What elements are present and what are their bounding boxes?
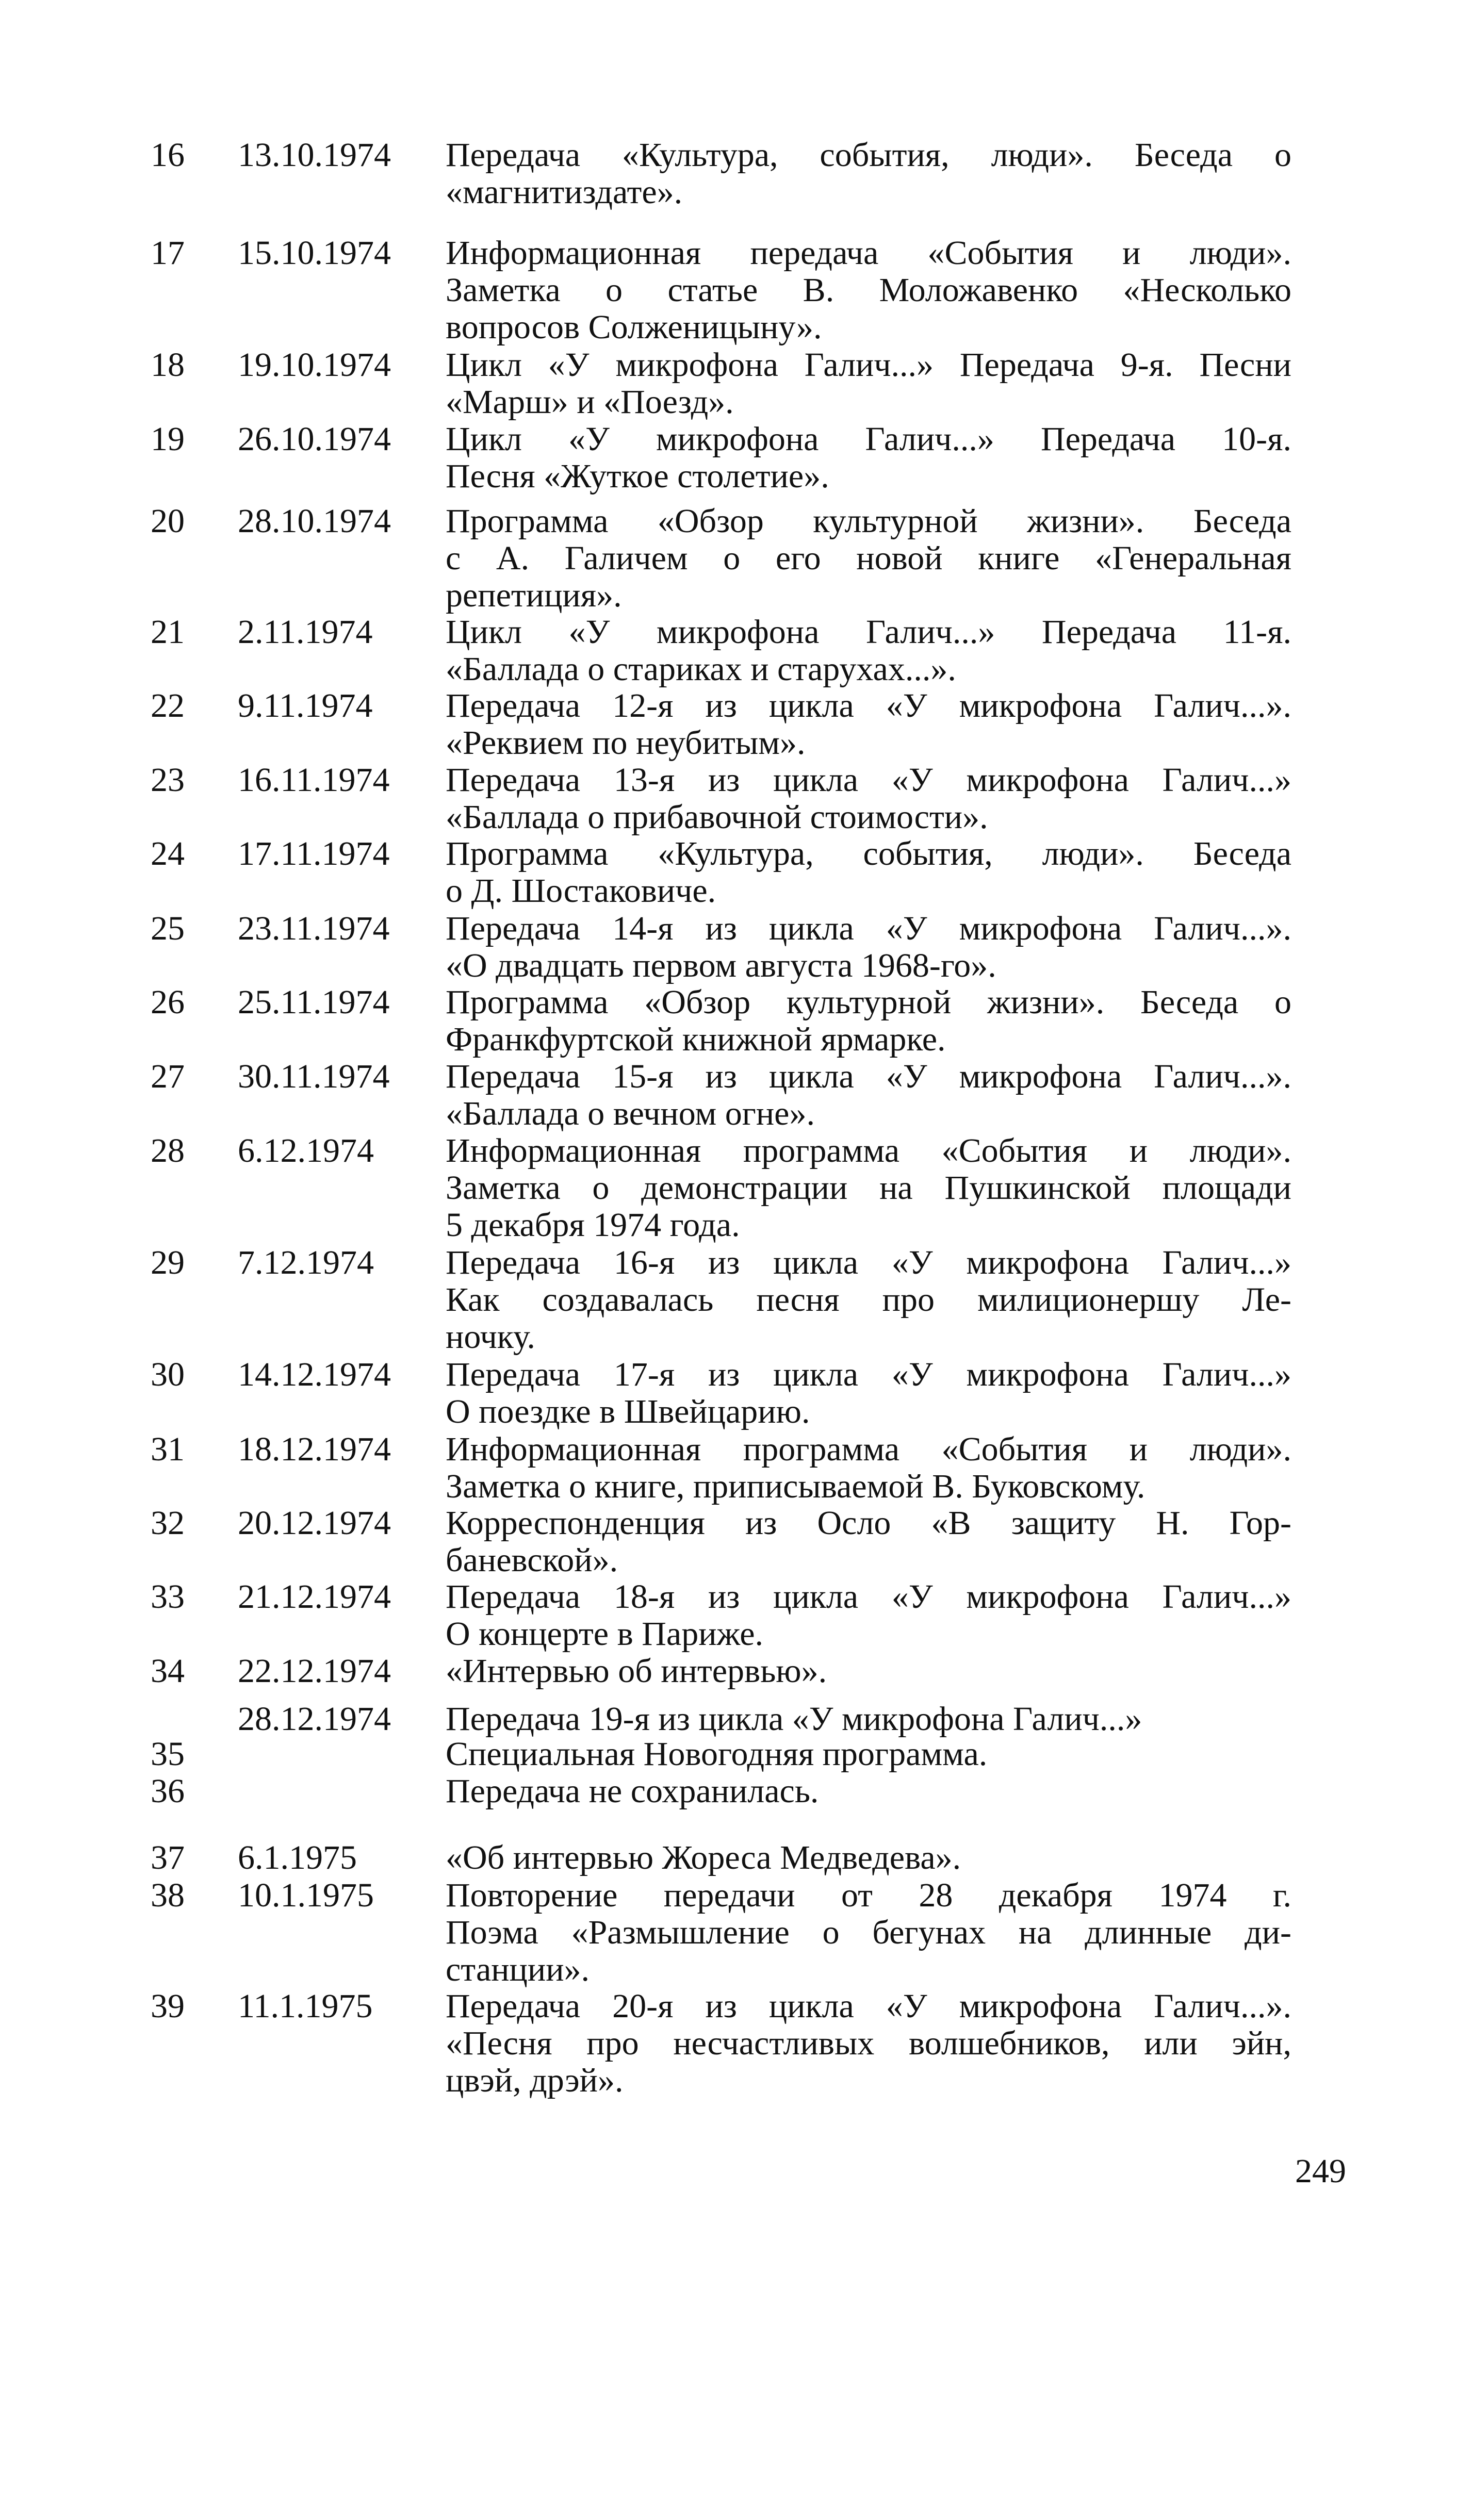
description-line: Программа «Обзор культурной жизни». Беседа о <box>446 983 1291 1021</box>
entry-number: 36 <box>151 1772 185 1810</box>
entry-description <box>446 910 1291 984</box>
description-line: Передача 14-я из цикла «У микрофона Галич...». <box>446 910 1291 947</box>
description-line: Программа «Обзор культурной жизни». Беседа <box>446 502 1291 540</box>
entry-number: 19 <box>151 420 185 458</box>
entry-date: 6.1.1975 <box>238 1839 357 1876</box>
description-line: Передача 15-я из цикла «У микрофона Галич...». <box>446 1058 1291 1095</box>
entry-description <box>446 1773 1291 1810</box>
entry-description <box>446 1736 1291 1773</box>
entry-description <box>446 1244 1291 1356</box>
entry-date: 26.10.1974 <box>238 420 391 458</box>
description-line: о Д. Шостаковиче. <box>446 872 716 910</box>
description-line: Передача 16-я из цикла «У микрофона Галич...» <box>446 1244 1291 1281</box>
description-line: «Баллада о вечном огне». <box>446 1095 815 1132</box>
entry-number: 16 <box>151 136 185 174</box>
description-line: «Баллада о стариках и старухах...». <box>446 650 956 688</box>
description-line: репетиция». <box>446 577 622 614</box>
description-line: Информационная программа «События и люди». <box>446 1430 1291 1468</box>
description-line: Заметка о демонстрации на Пушкинской площади <box>446 1169 1291 1207</box>
entry-date: 9.11.1974 <box>238 687 373 724</box>
description-line: Песня «Жуткое столетие». <box>446 457 829 495</box>
description-line: Специальная Новогодняя программа. <box>446 1735 988 1773</box>
description-line: «Об интервью Жореса Медведева». <box>446 1839 961 1876</box>
description-line: 5 декабря 1974 года. <box>446 1206 740 1244</box>
entry-date: 11.1.1975 <box>238 1987 373 2025</box>
entry-description <box>446 1132 1291 1244</box>
entry-number: 26 <box>151 983 185 1021</box>
entry-description <box>446 1505 1291 1579</box>
entry-number: 25 <box>151 910 185 947</box>
entry-number: 32 <box>151 1504 185 1542</box>
description-line: ночку. <box>446 1318 535 1356</box>
entry-description <box>446 984 1291 1058</box>
entry-description <box>446 503 1291 614</box>
entry-number: 39 <box>151 1987 185 2025</box>
description-line: «Марш» и «Поезд». <box>446 383 734 421</box>
description-line: «Баллада о прибавочной стоимости». <box>446 798 988 836</box>
description-line: Заметка о книге, приписываемой В. Буковскому. <box>446 1468 1145 1505</box>
description-line: «Реквием по неубитым». <box>446 724 806 762</box>
entry-description <box>446 1877 1291 1988</box>
entry-description <box>446 1653 1291 1690</box>
entry-description <box>446 835 1291 910</box>
description-line: «Песня про несчастливых волшебников, или эйн, <box>446 2024 1291 2062</box>
description-line: «магнитиздате». <box>446 173 683 211</box>
entry-number: 27 <box>151 1058 185 1095</box>
entry-description <box>446 1701 1291 1738</box>
entry-date: 25.11.1974 <box>238 983 390 1021</box>
entry-number: 20 <box>151 502 185 540</box>
entry-number: 22 <box>151 687 185 724</box>
description-line: Цикл «У микрофона Галич...» Передача 11-я. <box>446 613 1291 651</box>
description-line: Передача 17-я из цикла «У микрофона Галич...» <box>446 1356 1291 1393</box>
entry-date: 15.10.1974 <box>238 234 391 272</box>
entry-description <box>446 347 1291 421</box>
entry-description <box>446 1356 1291 1430</box>
description-line: с А. Галичем о его новой книге «Генеральная <box>446 539 1291 577</box>
entry-date: 2.11.1974 <box>238 613 373 651</box>
entry-date: 6.12.1974 <box>238 1132 374 1170</box>
entry-number: 21 <box>151 613 185 651</box>
entry-date: 21.12.1974 <box>238 1578 391 1616</box>
entry-description <box>446 1578 1291 1653</box>
description-line: Франкфуртской книжной ярмарке. <box>446 1020 946 1058</box>
entry-date: 17.11.1974 <box>238 835 390 872</box>
entry-date: 28.10.1974 <box>238 502 391 540</box>
description-line: О поездке в Швейцарию. <box>446 1393 810 1430</box>
page-number: 249 <box>1295 2152 1346 2190</box>
entry-number: 18 <box>151 346 185 384</box>
entry-date: 16.11.1974 <box>238 761 390 799</box>
entry-date: 22.12.1974 <box>238 1652 391 1690</box>
description-line: Передача 19-я из цикла «У микрофона Галич...» <box>446 1700 1142 1738</box>
description-line: «Интервью об интервью». <box>446 1652 827 1690</box>
entry-number: 30 <box>151 1356 185 1393</box>
entry-description <box>446 687 1291 762</box>
entry-number: 37 <box>151 1839 185 1876</box>
description-line: Передача 12-я из цикла «У микрофона Галич...». <box>446 687 1291 724</box>
description-line: Передача 13-я из цикла «У микрофона Галич...» <box>446 761 1291 799</box>
description-line: станции». <box>446 1951 590 1988</box>
entry-description <box>446 1839 1291 1876</box>
description-line: Передача 18-я из цикла «У микрофона Галич...» <box>446 1578 1291 1616</box>
entry-description <box>446 762 1291 836</box>
description-line: баневской». <box>446 1541 618 1579</box>
entry-number: 23 <box>151 761 185 799</box>
description-line: Поэма «Размышление о бегунах на длинные ди- <box>446 1914 1291 1951</box>
entry-description <box>446 235 1291 346</box>
description-line: Как создавалась песня про милиционершу Ле- <box>446 1281 1291 1319</box>
description-line: О концерте в Париже. <box>446 1615 764 1653</box>
entry-number: 24 <box>151 835 185 872</box>
entry-date: 10.1.1975 <box>238 1876 374 1914</box>
description-line: Передача не сохранилась. <box>446 1772 819 1810</box>
entry-date: 19.10.1974 <box>238 346 391 384</box>
description-line: Информационная передача «События и люди». <box>446 234 1291 272</box>
entry-number: 34 <box>151 1652 185 1690</box>
description-line: Информационная программа «События и люди». <box>446 1132 1291 1170</box>
entry-number: 35 <box>151 1735 185 1773</box>
entry-description <box>446 1988 1291 2099</box>
description-line: «О двадцать первом августа 1968-го». <box>446 947 996 984</box>
entry-date: 28.12.1974 <box>238 1700 391 1738</box>
entry-description <box>446 137 1291 211</box>
entry-description <box>446 614 1291 688</box>
description-line: Цикл «У микрофона Галич...» Передача 9-я. Песни <box>446 346 1291 384</box>
entry-date: 30.11.1974 <box>238 1058 390 1095</box>
description-line: цвэй, дрэй». <box>446 2062 624 2099</box>
description-line: Корреспонденция из Осло «В защиту Н. Гор- <box>446 1504 1291 1542</box>
entry-number: 38 <box>151 1876 185 1914</box>
description-line: Цикл «У микрофона Галич...» Передача 10-я. <box>446 420 1291 458</box>
entry-number: 17 <box>151 234 185 272</box>
description-line: вопросов Солженицыну». <box>446 308 822 346</box>
entry-description <box>446 1431 1291 1505</box>
description-line: Передача «Культура, события, люди». Беседа о <box>446 136 1291 174</box>
entry-date: 18.12.1974 <box>238 1430 391 1468</box>
entry-number: 33 <box>151 1578 185 1616</box>
entry-date: 20.12.1974 <box>238 1504 391 1542</box>
entry-date: 7.12.1974 <box>238 1244 374 1281</box>
entry-description <box>446 1058 1291 1132</box>
description-line: Заметка о статье В. Моложавенко «Несколько <box>446 271 1291 309</box>
entry-number: 29 <box>151 1244 185 1281</box>
entry-date: 23.11.1974 <box>238 910 390 947</box>
entry-date: 13.10.1974 <box>238 136 391 174</box>
entry-date: 14.12.1974 <box>238 1356 391 1393</box>
entry-number: 31 <box>151 1430 185 1468</box>
description-line: Повторение передачи от 28 декабря 1974 г. <box>446 1876 1291 1914</box>
entry-number: 28 <box>151 1132 185 1170</box>
description-line: Передача 20-я из цикла «У микрофона Галич...». <box>446 1987 1291 2025</box>
entry-description <box>446 421 1291 495</box>
description-line: Программа «Культура, события, люди». Беседа <box>446 835 1291 872</box>
